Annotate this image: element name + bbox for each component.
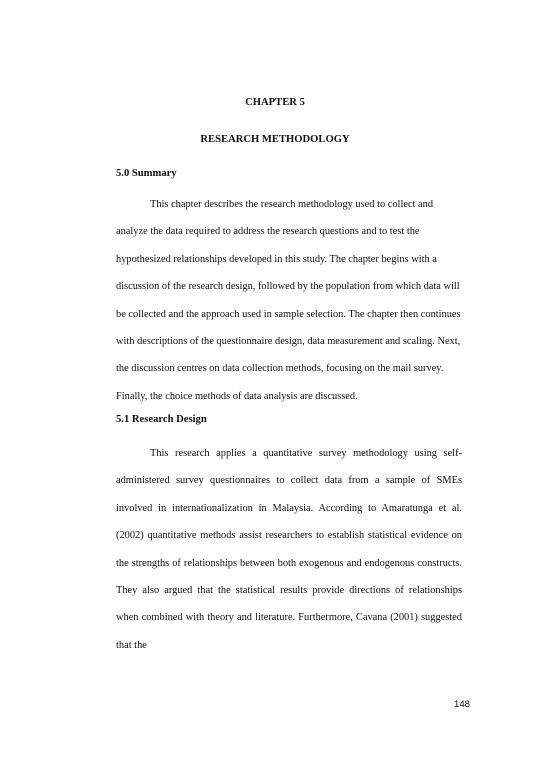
research-design-paragraph: This research applies a quantitative survey methodology using self-administered survey questionnaires to collect data from a sample of SMEs involved in internationalization in Malaysia. According to Amaratunga et al. (2002) quantitative methods assist researchers to establish statistical evidence on the strengths of relationships between both exogenous and endogenous constructs. They also argued that the statistical results provide directions of relationships when combined with theory and literature. Furthermore, Cavana (2001) suggested that the [116, 448, 462, 651]
chapter-number: CHAPTER 5 [245, 97, 305, 108]
section-heading-summary: 5.0 Summary [116, 168, 177, 179]
summary-paragraph: This chapter describes the research methodology used to collect and analyze the data required to address the research questions and to test the hypothesized relationships developed in this study. The chapter begins with a discussion of the research design, followed by the population from which data will be collected and the approach used in sample selection. The chapter then continues with descriptions of the questionnaire design, data measurement and scaling. Next, the discussion centres on data collection methods, focusing on the mail survey. Finally, the choice methods of data analysis are discussed. [116, 199, 461, 402]
section-heading-research-design: 5.1 Research Design [116, 414, 207, 425]
page-number: 148 [454, 699, 471, 710]
chapter-title: RESEARCH METHODOLOGY [200, 134, 350, 145]
